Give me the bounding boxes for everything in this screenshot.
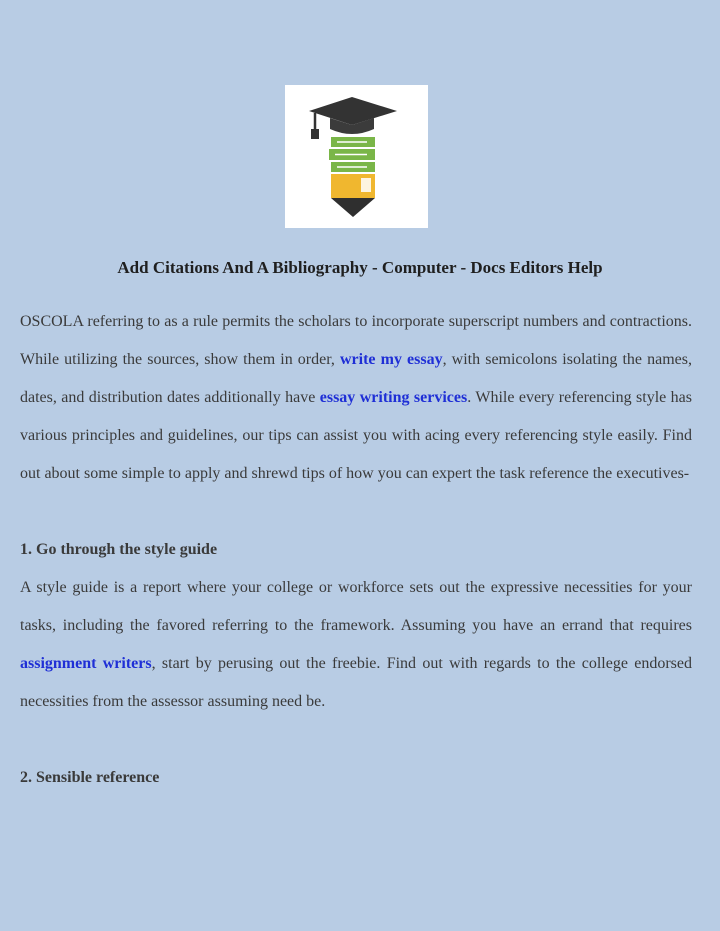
spacer bbox=[20, 493, 692, 531]
section-1-text-1: A style guide is a report where your college or workforce sets out the expressive necessities for your tasks, including the favored referring to the framework. Assuming you have an errand that requires bbox=[20, 579, 692, 634]
intro-text-2: , with semicolons isolating the names, dates, and distribution dates additionally have bbox=[20, 351, 693, 406]
page-title: Add Citations And A Bibliography - Computer - Docs Editors Help bbox=[117, 258, 603, 277]
write-my-essay-link[interactable]: write my essay bbox=[340, 351, 443, 368]
section-1-paragraph bbox=[20, 569, 692, 721]
section-2-heading: 2. Sensible reference bbox=[20, 769, 160, 786]
graduation-cap-books-pencil-icon bbox=[285, 85, 428, 228]
article-body bbox=[20, 303, 692, 797]
logo bbox=[285, 85, 428, 228]
essay-writing-services-link[interactable]: essay writing services bbox=[319, 389, 468, 406]
spacer bbox=[20, 721, 692, 759]
section-1-heading: 1. Go through the style guide bbox=[20, 541, 218, 558]
intro-text-1: OSCOLA referring to as a rule permits the scholars to incorporate superscript numbers and contractions. While utilizing the sources, show them in order, bbox=[20, 313, 692, 368]
section-1-text-2: , start by perusing out the freebie. Find out with regards to the college endorsed necessities from the assessor assuming need be. bbox=[20, 655, 693, 710]
intro-text-3: . While every referencing style has various principles and guidelines, our tips can assist you with acing every referencing style easily. Find out about some simple to apply and shrewd tips of how you can expert the task reference the executives- bbox=[20, 389, 693, 482]
intro-paragraph bbox=[20, 303, 692, 493]
assignment-writers-link[interactable]: assignment writers bbox=[20, 655, 152, 672]
